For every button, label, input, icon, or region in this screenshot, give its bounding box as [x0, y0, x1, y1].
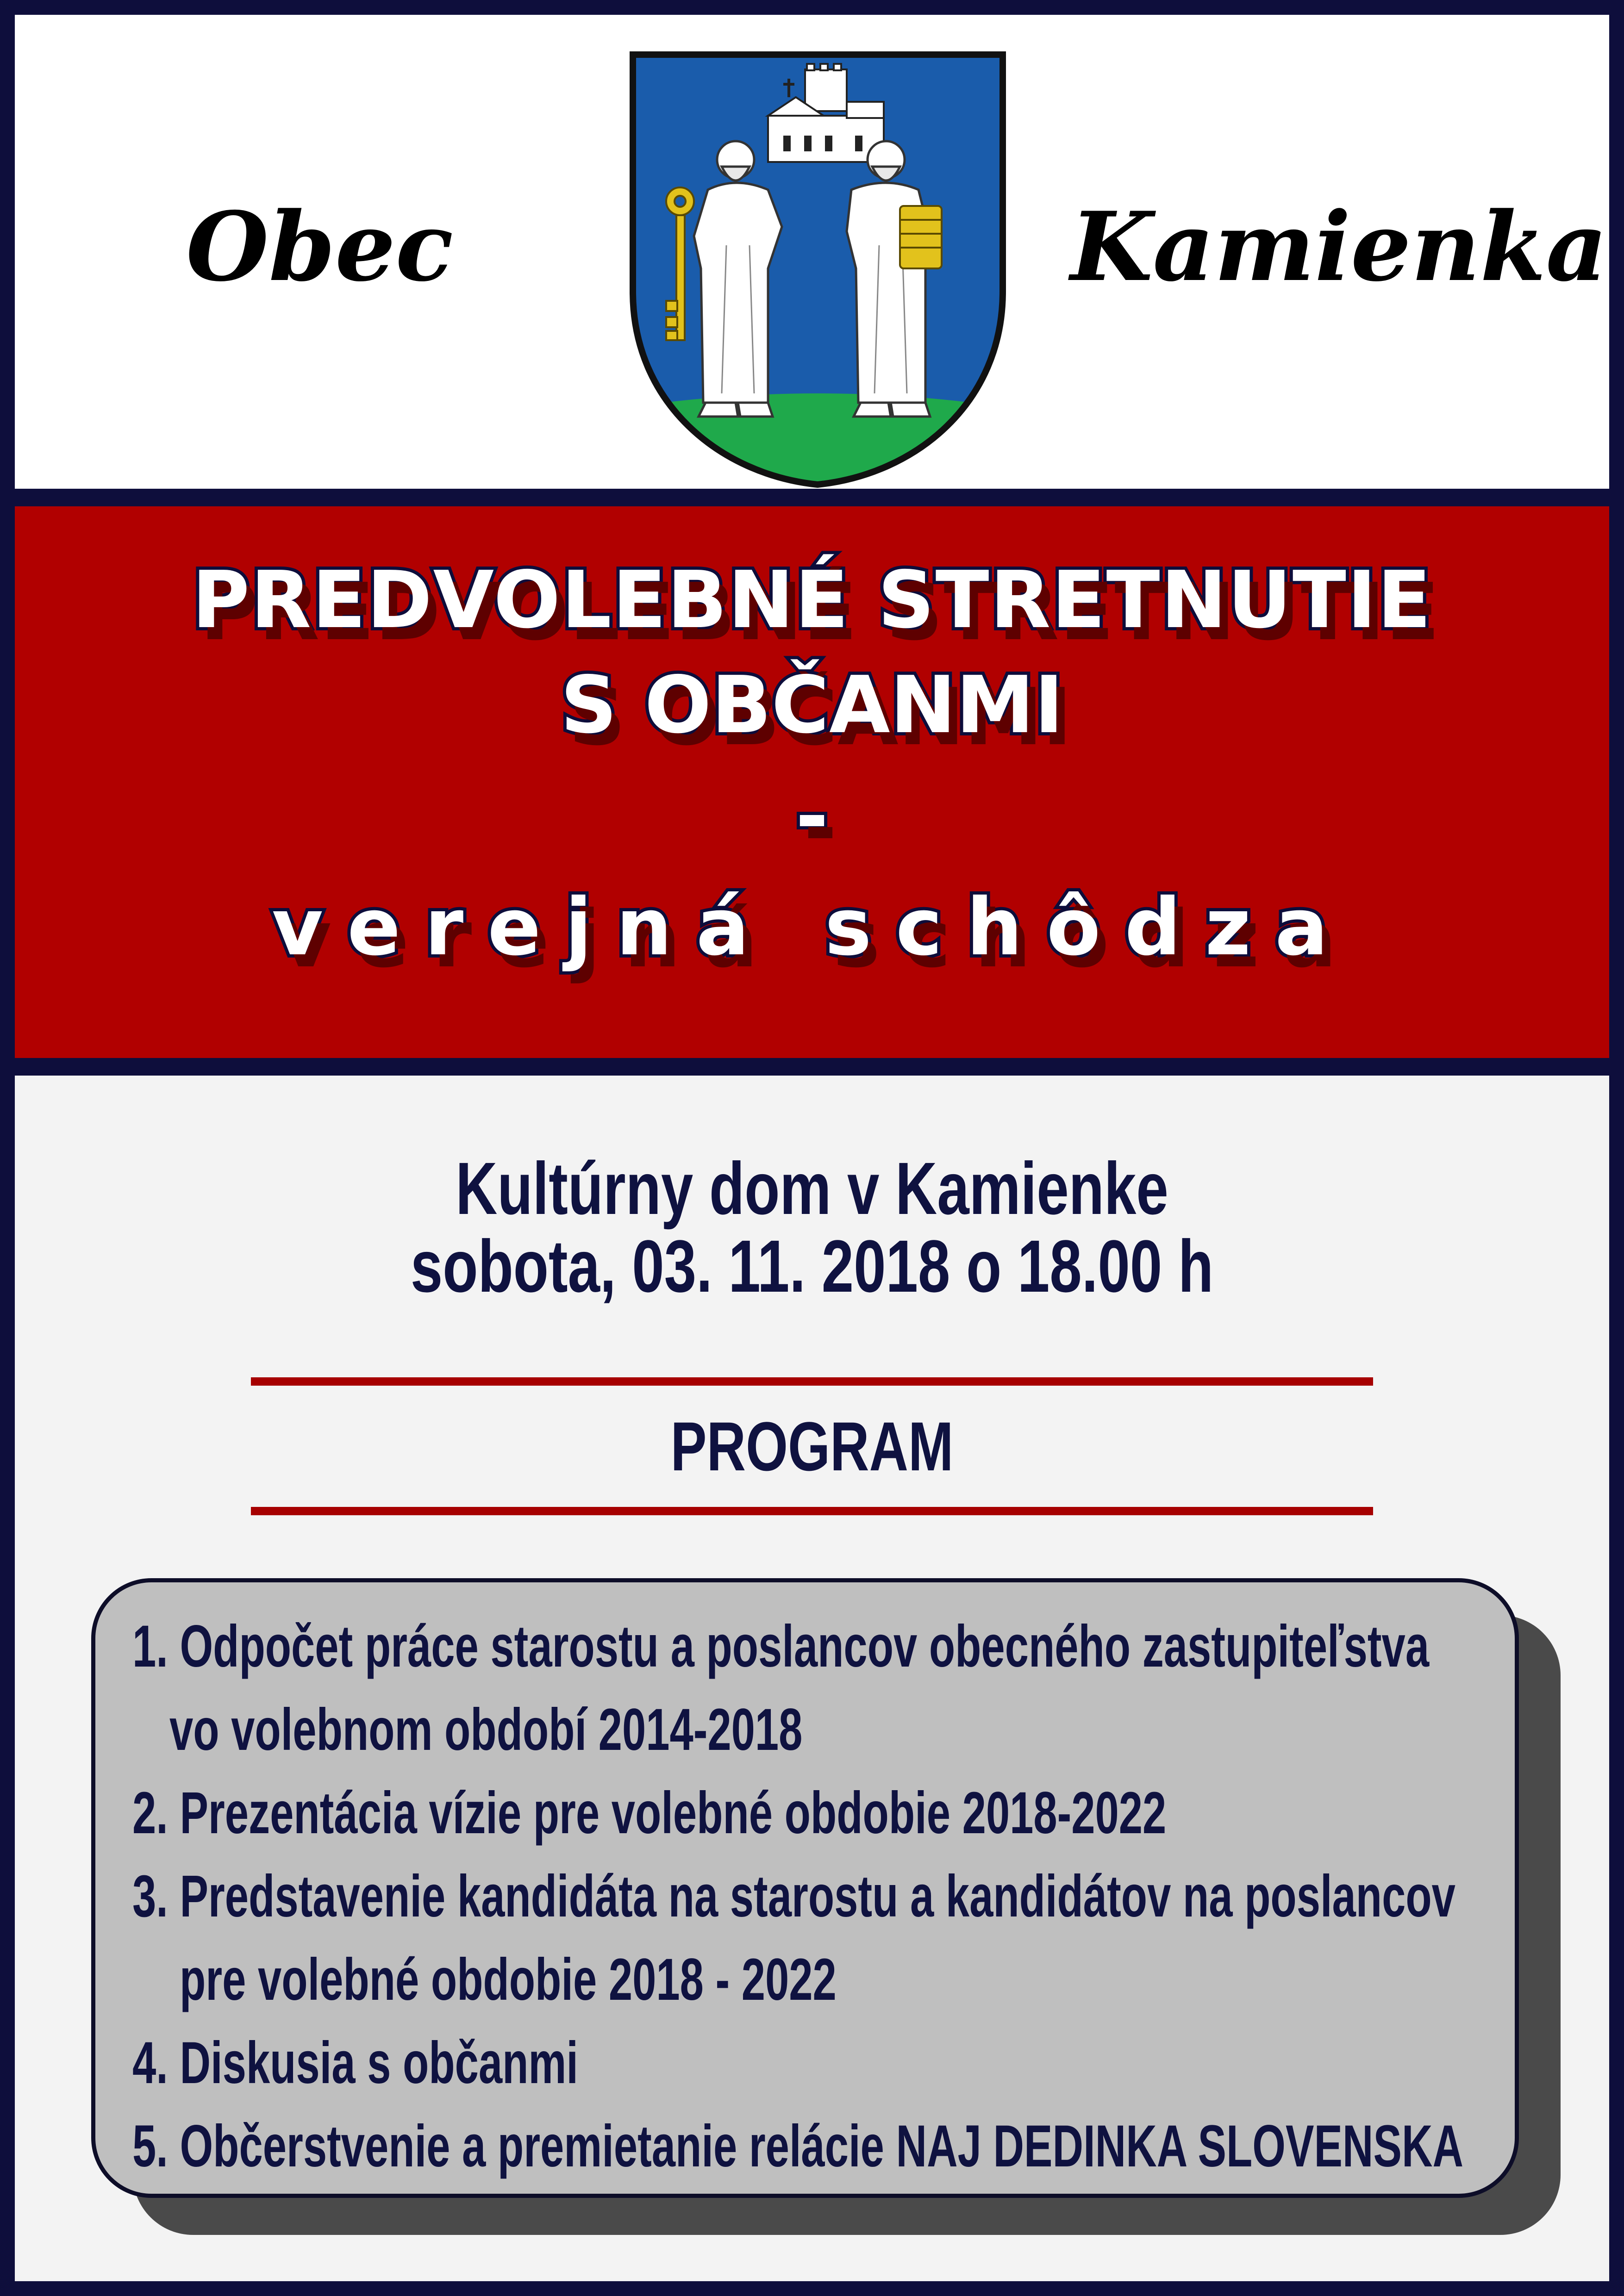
program-item-3-continued: pre volebné obdobie 2018 - 2022 [180, 1947, 837, 2013]
program-item-5: 5. Občerstvenie a premietanie relácie NAJ DEDINKA SLOVENSKA [132, 2113, 1464, 2179]
program-item-3: 3. Predstavenie kandidáta na starostu a kandidátov na poslancov [132, 1863, 1455, 1929]
program-item-4: 4. Diskusia s občanmi [132, 2030, 578, 2096]
event-venue: Kultúrny dom v Kamienke [456, 1147, 1168, 1230]
title-separator: - [795, 771, 829, 862]
title-line-1: PREDVOLEBNÉ STRETNUTIE [192, 554, 1432, 646]
title-line-3: verejná schôdza [272, 882, 1352, 973]
program-heading: PROGRAM [670, 1407, 954, 1485]
coat-of-arms-icon [629, 51, 1006, 488]
title-banner [15, 506, 1609, 1058]
program-box [91, 1578, 1519, 2198]
title-line-2: S OBČANMI [560, 660, 1064, 751]
program-item-2: 2. Prezentácia vízie pre volebné obdobie 2018-2022 [132, 1780, 1167, 1846]
header-panel [15, 15, 1609, 489]
divider-top [251, 1377, 1373, 1386]
program-item-1-continued: vo volebnom období 2014-2018 [169, 1697, 803, 1763]
divider-bottom [251, 1507, 1373, 1515]
book-icon [900, 206, 942, 268]
info-panel [15, 1076, 1609, 2281]
program-item-1: 1. Odpočet práce starostu a poslancov obecného zastupiteľstva [132, 1613, 1430, 1680]
event-date-time: sobota, 03. 11. 2018 o 18.00 h [410, 1225, 1214, 1307]
village-label-kamienka: Kamienka [1070, 192, 1608, 303]
village-label-obec: Obec [186, 192, 454, 303]
